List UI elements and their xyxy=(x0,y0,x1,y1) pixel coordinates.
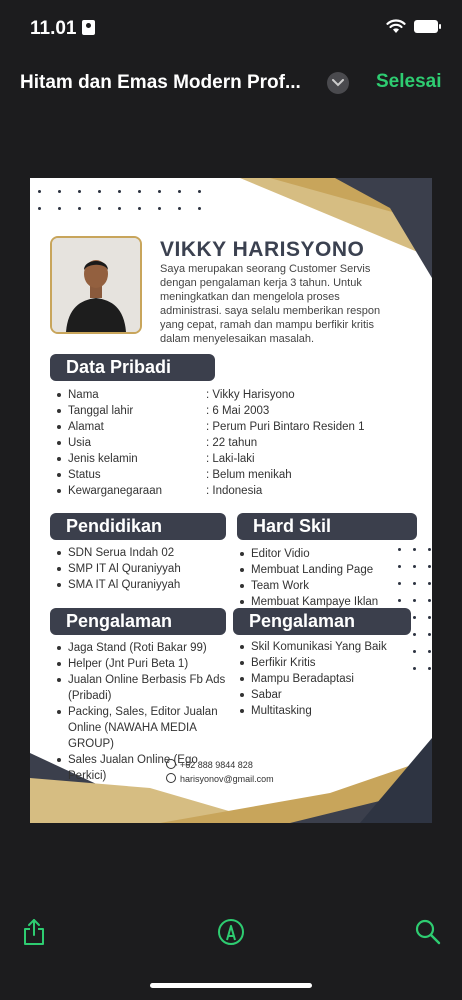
list-item: Team Work xyxy=(237,578,397,594)
section-heading-data-pribadi: Data Pribadi xyxy=(50,354,215,381)
list-item: Multitasking xyxy=(237,703,417,719)
section-heading-hard-skil: Hard Skil xyxy=(237,513,417,540)
list-item: SDN Serua Indah 02 xyxy=(54,545,234,561)
phone-icon xyxy=(166,759,176,769)
list-item: Skil Komunikasi Yang Baik xyxy=(237,639,417,655)
list-item: Alamat : Perum Puri Bintaro Residen 1 xyxy=(54,419,414,435)
document-title[interactable]: Hitam dan Emas Modern Prof... xyxy=(20,72,301,93)
resume-name: VIKKY HARISYONO xyxy=(160,238,365,261)
status-bar xyxy=(0,0,462,56)
contact-phone: +62 888 9844 828 xyxy=(166,759,253,770)
list-item: Sales Jualan Online (Ego Perkici) xyxy=(54,752,238,784)
list-item: Jualan Online Berbasis Fb Ads (Pribadi) xyxy=(54,672,238,704)
list-item: Jenis kelamin : Laki-laki xyxy=(54,451,414,467)
resume-summary: Saya merupakan seorang Customer Servis dengan pengalaman kerja 3 tahun. Untuk meningkatkan dan mengelola proses administrasi. saya selalu memberikan respon yang cepat, ramah dan mampu berfikir kritis dalam menyelesaikan masalah. xyxy=(160,263,381,345)
status-time: 11.01 xyxy=(30,18,95,40)
list-item: Editor Vidio xyxy=(237,546,397,562)
experience-list-right xyxy=(237,639,417,719)
navigation-bar xyxy=(0,58,462,106)
section-heading-pengalaman-left: Pengalaman xyxy=(50,608,226,635)
list-item: Membuat Landing Page xyxy=(237,562,397,578)
list-item: Berfikir Kritis xyxy=(237,655,417,671)
share-icon[interactable] xyxy=(22,918,46,946)
done-button[interactable]: Selesai xyxy=(376,71,442,92)
list-item: Usia : 22 tahun xyxy=(54,435,414,451)
list-item: SMA IT Al Quraniyyah xyxy=(54,577,234,593)
personal-data-list xyxy=(54,387,414,499)
list-item: Helper (Jnt Puri Beta 1) xyxy=(54,656,238,672)
markup-icon[interactable] xyxy=(217,918,245,946)
profile-photo xyxy=(50,236,142,334)
contact-email: harisyonov@gmail.com xyxy=(166,773,274,784)
list-item: Jaga Stand (Roti Bakar 99) xyxy=(54,640,238,656)
search-icon[interactable] xyxy=(414,918,442,946)
list-item: Kewarganegaraan : Indonesia xyxy=(54,483,414,499)
bottom-toolbar xyxy=(0,900,462,960)
person-badge-icon xyxy=(82,20,95,35)
list-item: Packing, Sales, Editor Jualan Online (NAWAHA MEDIA GROUP) xyxy=(54,704,238,752)
list-item: Status : Belum menikah xyxy=(54,467,414,483)
hard-skill-list xyxy=(237,546,397,610)
wifi-icon xyxy=(386,19,406,34)
education-list xyxy=(54,545,234,593)
list-item: Mampu Beradaptasi xyxy=(237,671,417,687)
list-item: Nama : Vikky Harisyono xyxy=(54,387,414,403)
list-item: Tanggal lahir : 6 Mai 2003 xyxy=(54,403,414,419)
list-item: Sabar xyxy=(237,687,417,703)
section-heading-pengalaman-right: Pengalaman xyxy=(233,608,411,635)
battery-icon xyxy=(414,20,438,33)
list-item: Membuat Kampaye Iklan xyxy=(237,594,397,610)
list-item: SMP IT Al Quraniyyah xyxy=(54,561,234,577)
resume-document[interactable] xyxy=(30,178,432,823)
chevron-down-icon[interactable] xyxy=(327,72,349,94)
home-indicator[interactable] xyxy=(150,983,312,988)
mail-icon xyxy=(166,773,176,783)
section-heading-pendidikan: Pendidikan xyxy=(50,513,226,540)
